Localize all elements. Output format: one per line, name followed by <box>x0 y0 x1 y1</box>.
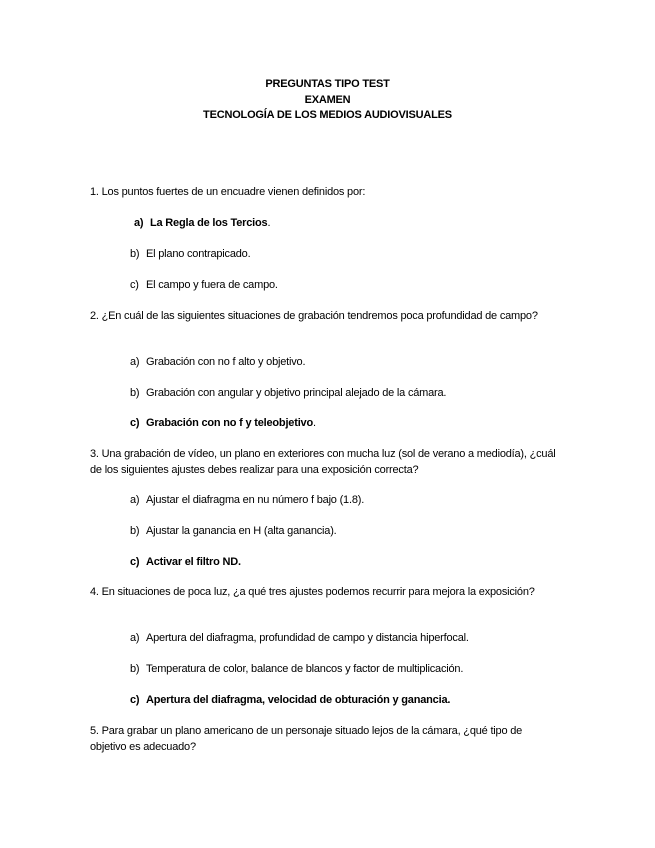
option-text: El campo y fuera de campo. <box>146 279 278 291</box>
question-3-option-b <box>130 523 337 539</box>
question-2-option-c <box>130 415 316 431</box>
option-text: Ajustar la ganancia en H (alta ganancia). <box>146 525 337 537</box>
option-label: b) <box>130 663 140 675</box>
option-text: Grabación con no f alto y objetivo. <box>146 356 306 368</box>
option-label: b) <box>130 387 140 399</box>
option-suffix: . <box>267 217 271 229</box>
question-1-option-a <box>134 215 270 231</box>
question-1: 1. Los puntos fuertes de un encuadre vienen definidos por: <box>90 186 366 198</box>
question-4-option-c <box>130 692 450 708</box>
option-label: c) <box>130 556 140 568</box>
option-label: a) <box>130 356 140 368</box>
option-label: a) <box>130 632 140 644</box>
question-1-option-c <box>130 277 278 293</box>
question-3-option-c <box>130 554 241 570</box>
option-suffix: . <box>312 417 316 429</box>
question-4-option-a <box>130 630 469 646</box>
header-title: PREGUNTAS TIPO TEST <box>265 78 390 90</box>
question-4: 4. En situaciones de poca luz, ¿a qué tres ajustes podemos recurrir para mejora la exposición? <box>90 586 535 598</box>
option-label: a) <box>134 217 144 229</box>
question-5: 5. Para grabar un plano americano de un personaje situado lejos de la cámara, ¿qué tipo de objetivo es adecuado? <box>90 725 523 753</box>
option-text: Temperatura de color, balance de blancos y factor de multiplicación. <box>146 663 464 675</box>
option-label: a) <box>130 494 140 506</box>
question-3-option-a <box>130 492 364 508</box>
question-2-option-b <box>130 385 446 401</box>
question-3: 3. Una grabación de vídeo, un plano en exteriores con mucha luz (sol de verano a mediodía), ¿cuál de los siguientes ajustes debes realizar para una exposición correcta? <box>90 448 556 476</box>
header-subject: TECNOLOGÍA DE LOS MEDIOS AUDIOVISUALES <box>203 109 452 121</box>
option-label: c) <box>130 417 140 429</box>
question-2: 2. ¿En cuál de las siguientes situaciones de grabación tendremos poca profundidad de campo? <box>90 310 538 322</box>
option-text: Ajustar el diafragma en nu número f bajo (1.8). <box>146 494 365 506</box>
option-text: Grabación con no f y teleobjetivo <box>146 417 313 429</box>
question-2-option-a <box>130 354 305 370</box>
header-subtitle: EXAMEN <box>304 93 351 106</box>
option-text: Apertura del diafragma, profundidad de campo y distancia hiperfocal. <box>146 632 469 644</box>
option-text: Grabación con angular y objetivo principal alejado de la cámara. <box>146 387 447 399</box>
option-label: c) <box>130 694 140 706</box>
option-label: c) <box>130 279 139 291</box>
document-header <box>0 77 655 124</box>
option-text: La Regla de los Tercios <box>150 217 268 229</box>
question-1-option-b <box>130 246 250 262</box>
question-4-option-b <box>130 661 463 677</box>
option-label: b) <box>130 525 140 537</box>
option-text: El plano contrapicado. <box>146 248 251 260</box>
option-label: b) <box>130 248 140 260</box>
option-text: Activar el filtro ND. <box>146 556 241 568</box>
option-text: Apertura del diafragma, velocidad de obturación y ganancia. <box>146 694 451 706</box>
